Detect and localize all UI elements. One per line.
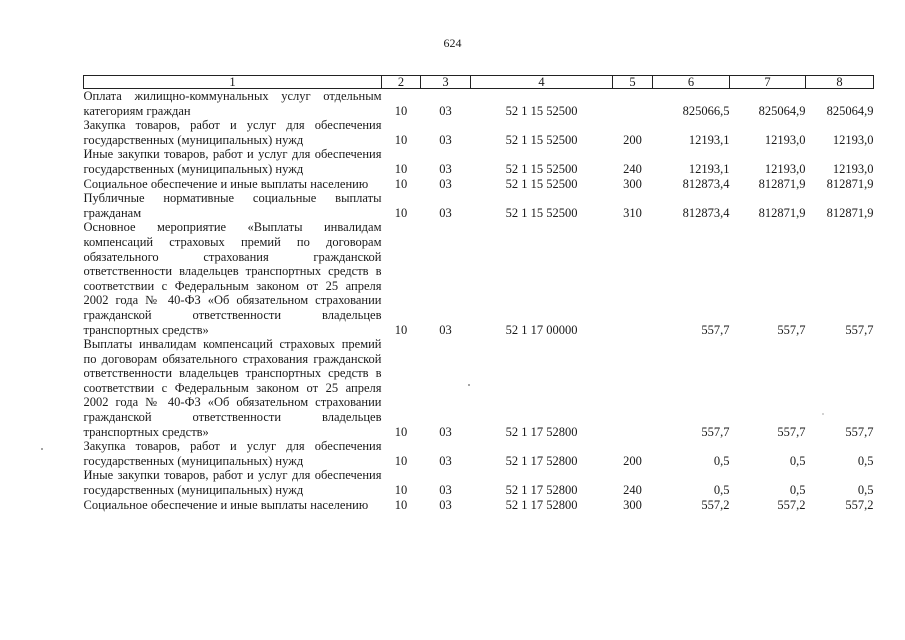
row-name: Выплаты инвалидам компенсаций страховых премий по договорам обязательного страхования гражданской ответственности владельцев транспортных средств в соответствии с Федеральным законом от 25 апреля 2002 года № 40-ФЗ «Об обязательном страховании гражданской ответственности владельцев транспортных средств» — [83, 337, 382, 439]
row-year-1: 0,5 — [713, 483, 730, 498]
row-section: 10 — [394, 161, 408, 176]
row-year-3: 12193,0 — [832, 132, 874, 147]
row-year-3: 12193,0 — [832, 161, 874, 176]
row-year-2: 0,5 — [789, 453, 806, 468]
header-section: 2 — [382, 76, 421, 89]
row-target-article: 52 1 15 52500 — [505, 176, 578, 191]
header-target-article: 4 — [471, 76, 613, 89]
row-name: Публичные нормативные социальные выплаты гражданам — [83, 191, 382, 220]
row-subsection: 03 — [439, 497, 452, 512]
row-name: Иные закупки товаров, работ и услуг для обеспечения государственных (муниципальных) нужд — [83, 468, 382, 498]
row-section: 10 — [394, 483, 408, 498]
row-section: 10 — [394, 176, 408, 191]
header-name: 1 — [84, 76, 382, 89]
row-section: 10 — [394, 497, 408, 512]
row-expense-type: 300 — [623, 497, 642, 512]
row-year-1: 0,5 — [713, 453, 730, 468]
table-row — [84, 147, 874, 176]
row-name: Основное мероприятие «Выплаты инвалидам компенсаций страховых премий по договорам обязательного страхования гражданской ответственности владельцев транспортных средств в соответствии с Федеральным законом от 25 апреля 2002 года № 40-ФЗ «Об обязательном страховании гражданской ответственности владельцев транспортных средств» — [83, 220, 382, 337]
table-row — [84, 498, 874, 513]
row-year-1: 812873,4 — [682, 176, 730, 191]
table-row — [84, 177, 874, 192]
row-year-1: 825066,5 — [682, 103, 730, 118]
row-expense-type: 240 — [623, 483, 642, 498]
row-subsection: 03 — [439, 205, 452, 220]
row-target-article: 52 1 17 52800 — [505, 483, 578, 498]
header-year-2: 7 — [730, 76, 806, 89]
row-subsection: 03 — [439, 322, 452, 337]
row-expense-type: 200 — [623, 132, 642, 147]
row-year-1: 12193,1 — [688, 132, 730, 147]
table-row — [84, 337, 874, 439]
row-subsection: 03 — [439, 424, 452, 439]
table-row — [84, 89, 874, 119]
row-year-3: 812871,9 — [826, 176, 874, 191]
row-year-3: 812871,9 — [826, 205, 874, 220]
row-target-article: 52 1 15 52500 — [505, 103, 578, 118]
page-number: 624 — [443, 36, 462, 50]
row-section: 10 — [394, 205, 408, 220]
row-section: 10 — [394, 453, 408, 468]
row-year-2: 557,7 — [777, 322, 806, 337]
row-subsection: 03 — [439, 176, 452, 191]
header-subsection: 3 — [421, 76, 471, 89]
row-subsection: 03 — [439, 103, 452, 118]
row-subsection: 03 — [439, 132, 452, 147]
row-target-article: 52 1 15 52500 — [505, 132, 578, 147]
row-year-3: 0,5 — [857, 483, 874, 498]
scan-speck — [41, 448, 43, 450]
row-year-1: 12193,1 — [688, 161, 730, 176]
row-year-3: 557,2 — [845, 497, 874, 512]
row-target-article: 52 1 15 52500 — [505, 205, 578, 220]
row-expense-type — [613, 337, 653, 439]
row-target-article: 52 1 15 52500 — [505, 161, 578, 176]
row-expense-type — [613, 220, 653, 337]
row-expense-type: 310 — [623, 205, 642, 220]
row-year-2: 557,7 — [777, 424, 806, 439]
header-year-3: 8 — [806, 76, 874, 89]
row-target-article: 52 1 17 52800 — [505, 424, 578, 439]
row-name: Социальное обеспечение и иные выплаты населению — [83, 176, 369, 191]
row-year-2: 12193,0 — [764, 161, 806, 176]
row-year-1: 557,7 — [701, 322, 730, 337]
row-target-article: 52 1 17 00000 — [505, 322, 578, 337]
scan-speck — [822, 413, 824, 415]
row-name: Закупка товаров, работ и услуг для обеспечения государственных (муниципальных) нужд — [83, 439, 382, 468]
row-year-2: 12193,0 — [764, 132, 806, 147]
row-expense-type: 200 — [623, 453, 642, 468]
row-expense-type: 240 — [623, 161, 642, 176]
row-year-1: 557,7 — [701, 424, 730, 439]
row-year-2: 0,5 — [789, 483, 806, 498]
table-row — [84, 468, 874, 497]
table-row — [84, 191, 874, 220]
row-year-2: 557,2 — [777, 497, 806, 512]
row-name: Социальное обеспечение и иные выплаты населению — [83, 497, 369, 512]
row-subsection: 03 — [439, 453, 452, 468]
row-year-2: 812871,9 — [758, 176, 806, 191]
row-subsection: 03 — [439, 161, 452, 176]
row-section: 10 — [394, 132, 408, 147]
row-section: 10 — [394, 424, 408, 439]
row-year-1: 557,2 — [701, 497, 730, 512]
row-name: Закупка товаров, работ и услуг для обеспечения государственных (муниципальных) нужд — [83, 118, 382, 147]
row-expense-type: 300 — [623, 176, 642, 191]
row-year-3: 557,7 — [845, 322, 874, 337]
row-section: 10 — [394, 103, 408, 118]
row-year-3: 557,7 — [845, 424, 874, 439]
header-row — [84, 76, 874, 89]
scan-speck — [468, 384, 470, 386]
row-year-1: 812873,4 — [682, 205, 730, 220]
row-year-3: 825064,9 — [826, 103, 874, 118]
row-year-2: 812871,9 — [758, 205, 806, 220]
row-subsection: 03 — [439, 483, 452, 498]
table-row — [84, 118, 874, 147]
budget-table — [83, 75, 874, 512]
row-year-3: 0,5 — [857, 453, 874, 468]
table-row — [84, 220, 874, 337]
row-expense-type — [613, 89, 653, 119]
row-name: Иные закупки товаров, работ и услуг для обеспечения государственных (муниципальных) нужд — [83, 147, 382, 176]
row-section: 10 — [394, 322, 408, 337]
header-year-1: 6 — [653, 76, 730, 89]
row-name: Оплата жилищно-коммунальных услуг отдельным категориям граждан — [83, 89, 382, 118]
row-target-article: 52 1 17 52800 — [505, 453, 578, 468]
row-year-2: 825064,9 — [758, 103, 806, 118]
row-target-article: 52 1 17 52800 — [505, 497, 578, 512]
table-row — [84, 439, 874, 468]
header-expense-type: 5 — [613, 76, 653, 89]
